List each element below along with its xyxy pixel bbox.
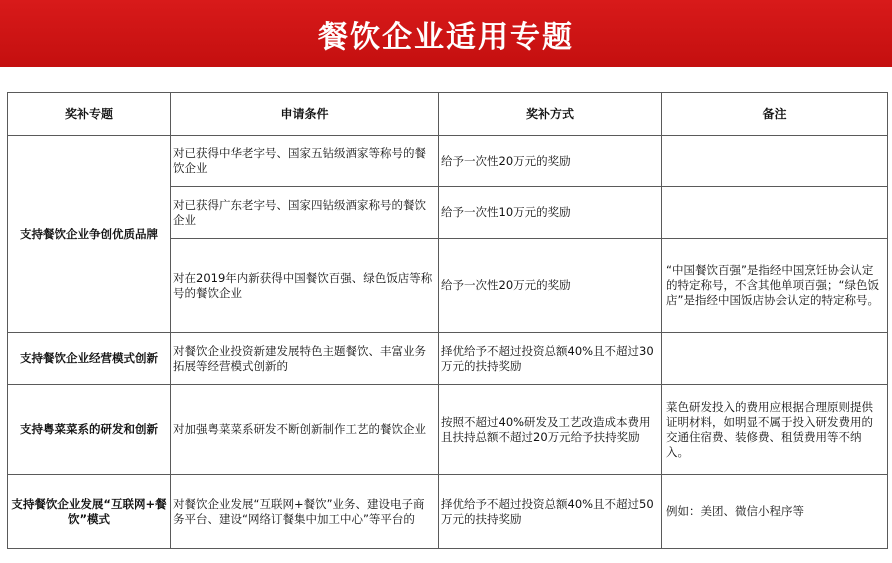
table-row — [8, 136, 888, 187]
topic-cell: 支持粤菜菜系的研发和创新 — [8, 385, 171, 475]
topic-cell: 支持餐饮企业争创优质品牌 — [8, 136, 171, 333]
reward-cell: 择优给予不超过投资总额40%且不超过30万元的扶持奖励 — [439, 333, 662, 385]
condition-cell: 对已获得中华老字号、国家五钻级酒家等称号的餐饮企业 — [171, 136, 439, 187]
header-row — [8, 93, 888, 136]
reward-cell: 择优给予不超过投资总额40%且不超过50万元的扶持奖励 — [439, 475, 662, 549]
header-condition: 申请条件 — [171, 93, 439, 136]
title-banner — [0, 0, 892, 67]
topic-cell: 支持餐饮企业发展“互联网+餐饮”模式 — [8, 475, 171, 549]
table-row — [8, 385, 888, 475]
topic-cell: 支持餐饮企业经营模式创新 — [8, 333, 171, 385]
note-cell: 例如：美团、微信小程序等 — [662, 475, 888, 549]
condition-cell: 对餐饮企业发展“互联网+餐饮”业务、建设电子商务平台、建设“网络订餐集中加工中心”等平台的 — [171, 475, 439, 549]
note-cell — [662, 187, 888, 239]
reward-cell: 给予一次性20万元的奖励 — [439, 136, 662, 187]
reward-cell: 按照不超过40%研发及工艺改造成本费用且扶持总额不超过20万元给予扶持奖励 — [439, 385, 662, 475]
table-row — [8, 333, 888, 385]
reward-cell: 给予一次性10万元的奖励 — [439, 187, 662, 239]
condition-cell: 对在2019年内新获得中国餐饮百强、绿色饭店等称号的餐饮企业 — [171, 239, 439, 333]
condition-cell: 对餐饮企业投资新建发展特色主题餐饮、丰富业务拓展等经营模式创新的 — [171, 333, 439, 385]
header-topic: 奖补专题 — [8, 93, 171, 136]
page-title: 餐饮企业适用专题 — [318, 19, 574, 55]
note-cell: “中国餐饮百强”是指经中国烹饪协会认定的特定称号，不含其他单项百强；“绿色饭店”是指经中国饭店协会认定的特定称号。 — [662, 239, 888, 333]
note-cell: 菜色研发投入的费用应根据合理原则提供证明材料，如明显不属于投入研发费用的交通住宿费、装修费、租赁费用等不纳入。 — [662, 385, 888, 475]
condition-cell: 对加强粤菜菜系研发不断创新制作工艺的餐饮企业 — [171, 385, 439, 475]
table-row — [8, 475, 888, 549]
condition-cell: 对已获得广东老字号、国家四钻级酒家称号的餐饮企业 — [171, 187, 439, 239]
note-cell — [662, 136, 888, 187]
header-note: 备注 — [662, 93, 888, 136]
header-reward: 奖补方式 — [439, 93, 662, 136]
reward-cell: 给予一次性20万元的奖励 — [439, 239, 662, 333]
subsidy-table — [7, 92, 888, 549]
note-cell — [662, 333, 888, 385]
